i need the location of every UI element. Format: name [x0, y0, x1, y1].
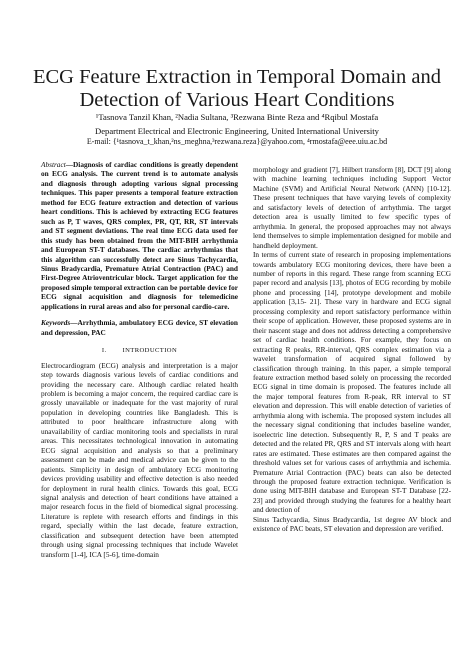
paper-title [0, 66, 474, 112]
keywords-text: —Arrhythmia, ambulatory ECG device, ST elevation and depression, PAC [41, 318, 238, 337]
abstract [41, 160, 238, 311]
section-number: I. [101, 347, 107, 355]
section-heading [41, 346, 238, 355]
title-line-1: ECG Feature Extraction in Temporal Domain and [32, 66, 442, 88]
abstract-text: —Diagnosis of cardiac conditions is greatly dependent on ECG analysis. The current trend is to automate analysis and diagnosis through adopting various signal processing techniques. This paper presents a temporal feature extraction method for ECG feature extraction and detection of various heart conditions. This is achieved by extracting ECG features such as P, T waves, QRS complex, PR, QT, RR, ST intervals and ST segment deviations. The real time ECG data used for this study has been obtained from the MIT-BIH arrhythmia and European ST-T databases. The cardiac arrhythmias that this algorithm can successfully detect are Sinus Tachycardia, Sinus Bradycardia, Premature Atrial Contraction (PAC) and First-Degree Atrioventricular block. Target application for the proposed simple temporal extraction can be portable device for ECG signal acquisition and diagnosis for telemedicine applications in rural areas and also for personal cardio-care. [41, 160, 238, 311]
intro-paragraph: Electrocardiogram (ECG) analysis and interpretation is a major step towards diagnosis various levels of cardiac conditions and providing the necessary care. Although cardiac related health problem is becoming a major concern, the required cardiac care is grossly unavailable or inadequate for the vast majority of rural population in developing countries like Bangladesh. This is attributed to poor healthcare infrastructure along with unavailability of cardiac monitoring tools and specialists in rural areas. This necessitates technological innovation in automating ECG signal acquisition and analysis so that a preliminary assessment can be made and medical advice can be given to the patients. Simplicity in design of ambulatory ECG monitoring devices providing usability and effective detection is also needed for deployment in rural health clinics. Towards this goal, ECG signal analysis and detection of heart conditions have attained a major research focus in the field of biomedical signal processing. Literature is replete with research efforts and findings in this regard, specially within the last decade, feature extraction, classification and subsequent detection have been attempted through using signal processing techniques that include Wavelet transform [1-4], ICA [5-6], time-domain [41, 360, 238, 559]
section-title: INTRODUCTION [122, 347, 178, 355]
author-list: ¹Tasnova Tanzil Khan, ²Nadia Sultana, ³Rezwana Binte Reza and ⁴Rqibul Mostafa [95, 112, 379, 122]
right-paragraph-1: morphology and gradient [7], Hilbert transform [8], DCT [9] along with machine learning techniques including Support Vector Machine (SVM) and Artificial Neural Network (ANN) [10-12]. These present techniques that have varying levels of complexity and satisfactory levels of detection of arrhythmia. The target detection area is usually limited to few specific types of arrhythmia. In general, the proposed approaches may not always lend themselves to simple implementation designed for mobile and handheld deployment. [253, 165, 451, 250]
email-line: E-mail: {¹tasnova_t_khan,²ns_meghna,³rezwana.reza}@yahoo.com, ⁴rmostafa@eee.uiu.ac.bd [86, 137, 388, 146]
left-column [41, 160, 238, 559]
keywords-label: Keywords [41, 318, 71, 328]
keywords [41, 318, 238, 337]
right-column [253, 165, 451, 534]
title-line-2: Detection of Various Heart Conditions [79, 89, 395, 111]
affiliation: Department Electrical and Electronic Engineering, United International University [95, 126, 379, 136]
abstract-label: Abstract [41, 160, 66, 169]
right-paragraph-3: Sinus Tachycardia, Sinus Bradycardia, 1st degree AV block and existence of PAC beats, ST elevation and depression are verified. [253, 514, 451, 534]
right-paragraph-2: In terms of current state of research in proposing implementations towards ambulatory ECG monitoring devices, there have been a number of reports in this regard. These range from scanning ECG paper record and analysis [13], photos of ECG recording by mobile phone and processing [14], prototype development and mobile application [3,15- 21]. These vary in hardware and ECG signal processing complexity and report satisfactory performance within their scope of application. However, these proposed systems are in their nascent stage and does not address detecting a comprehensive set of cardiac health conditions. For example, they focus on extracting R peaks, RR-interval, QRS complex estimation via a wavelet transformation of acquired signal followed by classification through training. In this paper, a simple temporal feature extraction method based solely on processing the recorded ECG signal in time domain is proposed. The features include all the major temporal features from R-peak, RR interval to ST elevation and depression. This will enable detection of varieties of arrhythmia along with ischemia. The proposed system includes all the necessary signal conditioning that includes baseline wander, isoelectric line detection. Subsequently R, P, S and T peaks are detected and the related PR, QRS and ST intervals along with heart rates are estimated. These estimates are then compared against the threshold values set for various cases of arrhythmia and ischemia. Premature Atrial Contraction (PAC) beats can also be detected through the proposed feature extraction technique. Verification is done using MIT-BIH database and European ST-T Database [22-23] and provided through studying the features for a healthy heart and detection of [253, 250, 451, 515]
